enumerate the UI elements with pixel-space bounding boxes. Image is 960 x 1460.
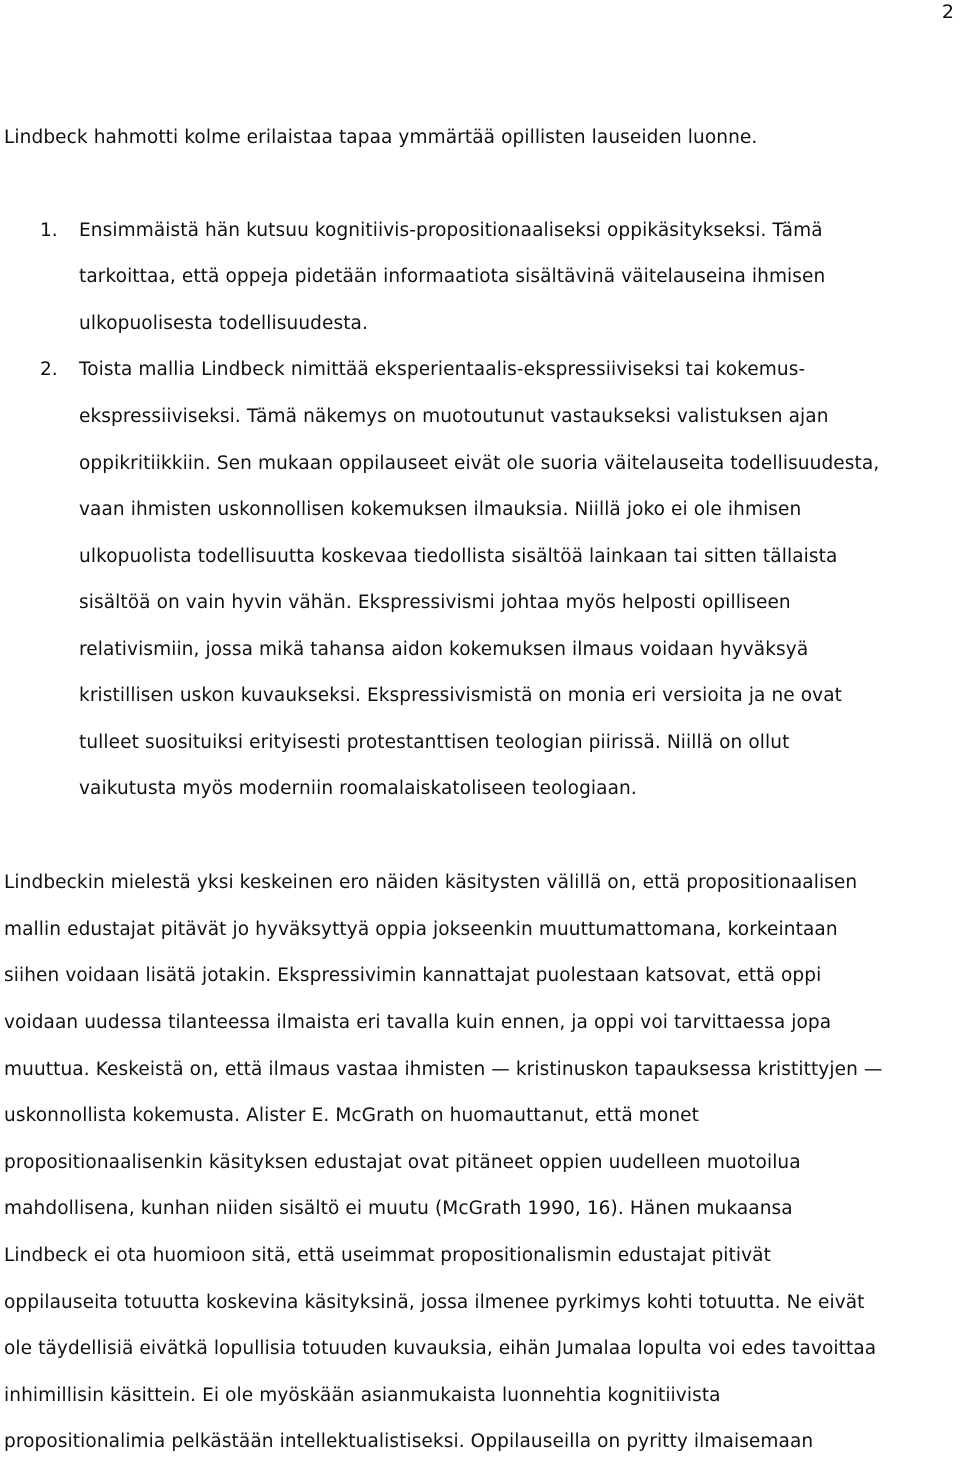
list-line: ulkopuolista todellisuutta koskevaa tiedollista sisältöä lainkaan tai sitten tällaista — [79, 546, 838, 567]
list-line: tarkoittaa, että oppeja pidetään informaatiota sisältävinä väitelauseina ihmisen — [79, 266, 826, 287]
list-number: 1. — [40, 220, 58, 241]
page-number: 2 — [941, 1, 954, 23]
list-line: kristillisen uskon kuvaukseksi. Ekspressivismistä on monia eri versioita ja ne ovat — [79, 685, 843, 706]
list-line: tulleet suosituiksi erityisesti protestanttisen teologian piirissä. Niillä on ollut — [79, 732, 790, 753]
paragraph-line: ole täydellisiä eivätkä lopullisia totuuden kuvauksia, eihän Jumalaa lopulta voi edes tavoittaa — [4, 1338, 877, 1359]
paragraph-line: Lindbeck ei ota huomioon sitä, että useimmat propositionalismin edustajat pitivät — [4, 1245, 771, 1266]
paragraph-line: oppilauseita totuutta koskevina käsityksinä, jossa ilmenee pyrkimys kohti totuutta. Ne eivät — [4, 1292, 865, 1313]
paragraph-line: siihen voidaan lisätä jotakin. Ekspressivimin kannattajat puolestaan katsovat, että oppi — [4, 965, 822, 986]
list-line: sisältöä on vain hyvin vähän. Ekspressivismi johtaa myös helposti opilliseen — [79, 592, 791, 613]
list-line: oppikritiikkiin. Sen mukaan oppilauseet eivät ole suoria väitelauseita todellisuudesta, — [79, 453, 880, 474]
list-line: vaikutusta myös moderniin roomalaiskatoliseen teologiaan. — [79, 778, 637, 799]
list-line: relativismiin, jossa mikä tahansa aidon kokemuksen ilmaus voidaan hyväksyä — [79, 639, 809, 660]
paragraph-line: mahdollisena, kunhan niiden sisältö ei muutu (McGrath 1990, 16). Hänen mukaansa — [4, 1198, 793, 1219]
intro-line: Lindbeck hahmotti kolme erilaistaa tapaa ymmärtää opillisten lauseiden luonne. — [4, 127, 758, 148]
list-line: vaan ihmisten uskonnollisen kokemuksen ilmauksia. Niillä joko ei ole ihmisen — [79, 499, 802, 520]
list-line: Toista mallia Lindbeck nimittää eksperientaalis-ekspressiiviseksi tai kokemus- — [79, 359, 806, 380]
list-line: ekspressiiviseksi. Tämä näkemys on muotoutunut vastaukseksi valistuksen ajan — [79, 406, 829, 427]
paragraph-line: mallin edustajat pitävät jo hyväksyttyä oppia jokseenkin muuttumattomana, korkeintaan — [4, 919, 838, 940]
paragraph-line: Lindbeckin mielestä yksi keskeinen ero näiden käsitysten välillä on, että propositionaalisen — [4, 872, 858, 893]
list-number: 2. — [40, 359, 58, 380]
paragraph-line: propositionalimia pelkästään intellektualistiseksi. Oppilauseilla on pyritty ilmaisemaan — [4, 1431, 814, 1452]
paragraph-line: muuttua. Keskeistä on, että ilmaus vastaa ihmisten — kristinuskon tapauksessa kristittyjen — — [4, 1059, 883, 1080]
list-line: ulkopuolisesta todellisuudesta. — [79, 313, 368, 334]
list-line: Ensimmäistä hän kutsuu kognitiivis-propositionaaliseksi oppikäsitykseksi. Tämä — [79, 220, 823, 241]
paragraph-line: propositionaalisenkin käsityksen edustajat ovat pitäneet oppien uudelleen muotoilua — [4, 1152, 801, 1173]
paragraph-line: inhimillisin käsittein. Ei ole myöskään asianmukaista luonnehtia kognitiivista — [4, 1385, 721, 1406]
paragraph-line: uskonnollista kokemusta. Alister E. McGrath on huomauttanut, että monet — [4, 1105, 699, 1126]
paragraph-line: voidaan uudessa tilanteessa ilmaista eri tavalla kuin ennen, ja oppi voi tarvittaessa jopa — [4, 1012, 832, 1033]
